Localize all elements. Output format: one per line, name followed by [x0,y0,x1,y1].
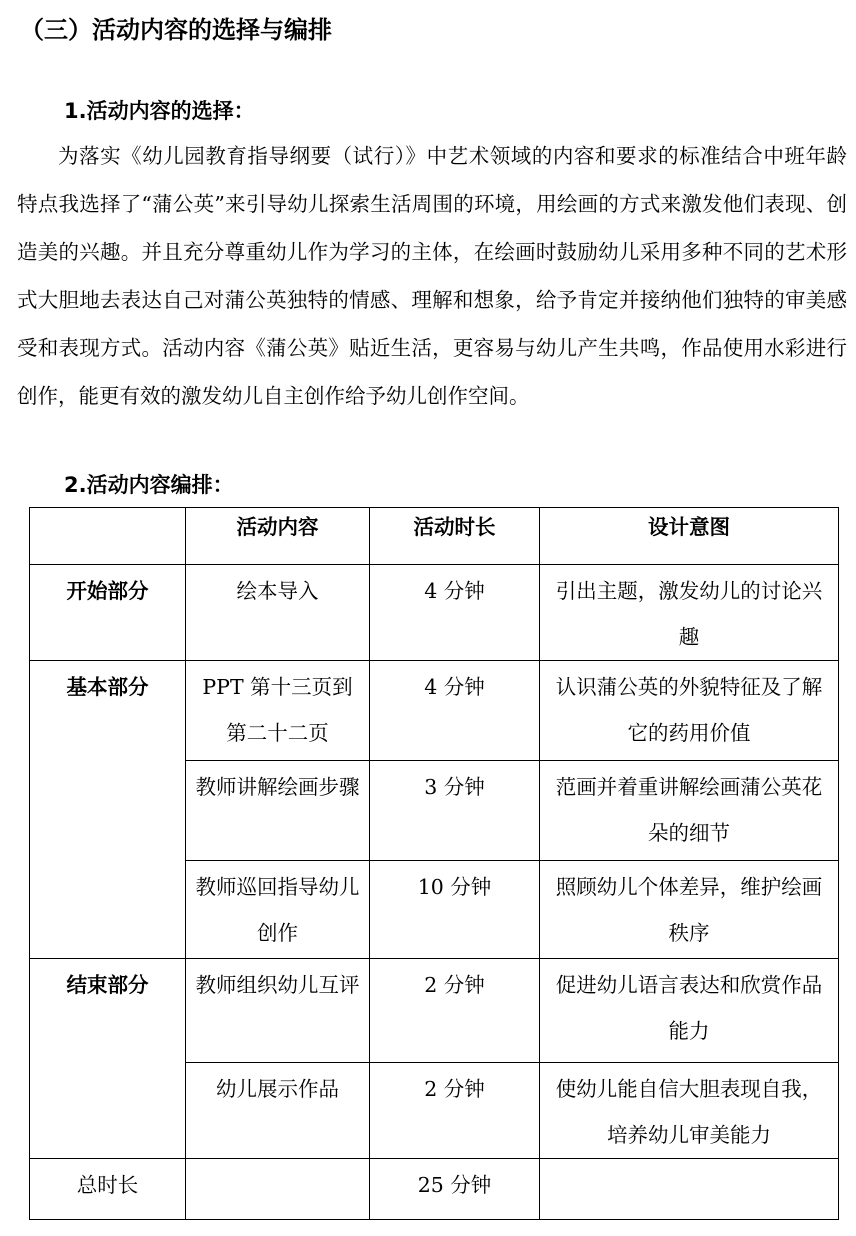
total-duration-cell: 25 分钟 [370,1159,540,1220]
table-header-row [30,508,839,565]
total-label-cell: 总时长 [30,1159,186,1220]
table-row [30,959,839,1063]
stage-cell-end: 结束部分 [30,959,186,1159]
duration-cell: 2 分钟 [370,1063,540,1159]
section-title: （三）活动内容的选择与编排 [20,16,332,44]
intent-cell: 引出主题，激发幼儿的讨论兴趣 [540,565,839,661]
selection-paragraph: 为落实《幼儿园教育指导纲要（试行）》中艺术领域的内容和要求的标准结合中班年龄特点我选择了“蒲公英”来引导幼儿探索生活周围的环境，用绘画的方式来激发他们表现、创造美的兴趣。并且充分尊重幼儿作为学习的主体，在绘画时鼓励幼儿采用多种不同的艺术形式大胆地去表达自己对蒲公英独特的情感、理解和想象，给予肯定并接纳他们独特的审美感受和表现方式。活动内容《蒲公英》贴近生活，更容易与幼儿产生共鸣，作品使用水彩进行创作，能更有效的激发幼儿自主创作给予幼儿创作空间。 [17,144,847,408]
intent-cell: 照顾幼儿个体差异，维护绘画秩序 [540,861,839,959]
header-cell-intent: 设计意图 [540,508,839,565]
total-intent-cell-empty [540,1159,839,1220]
content-cell: 幼儿展示作品 [186,1063,370,1159]
duration-cell: 4 分钟 [370,661,540,761]
intent-cell: 使幼儿能自信大胆表现自我，培养幼儿审美能力 [540,1063,839,1159]
table-total-row [30,1159,839,1220]
total-content-cell-empty [186,1159,370,1220]
selection-heading: 1.活动内容的选择： [64,99,255,123]
stage-cell-basic: 基本部分 [30,661,186,959]
table-row [30,661,839,761]
duration-cell: 2 分钟 [370,959,540,1063]
intent-cell: 促进幼儿语言表达和欣赏作品能力 [540,959,839,1063]
duration-cell: 10 分钟 [370,861,540,959]
content-cell: 教师讲解绘画步骤 [186,761,370,861]
table-row [30,565,839,661]
arrangement-heading: 2.活动内容编排： [64,473,234,497]
duration-cell: 3 分钟 [370,761,540,861]
content-cell: 教师组织幼儿互评 [186,959,370,1063]
content-cell: 绘本导入 [186,565,370,661]
stage-cell-start: 开始部分 [30,565,186,661]
duration-cell: 4 分钟 [370,565,540,661]
activity-schedule-table [29,507,839,1220]
header-cell-content: 活动内容 [186,508,370,565]
content-cell: PPT 第十三页到第二十二页 [186,661,370,761]
header-cell-blank [30,508,186,565]
content-cell: 教师巡回指导幼儿创作 [186,861,370,959]
header-cell-duration: 活动时长 [370,508,540,565]
intent-cell: 范画并着重讲解绘画蒲公英花朵的细节 [540,761,839,861]
intent-cell: 认识蒲公英的外貌特征及了解它的药用价值 [540,661,839,761]
